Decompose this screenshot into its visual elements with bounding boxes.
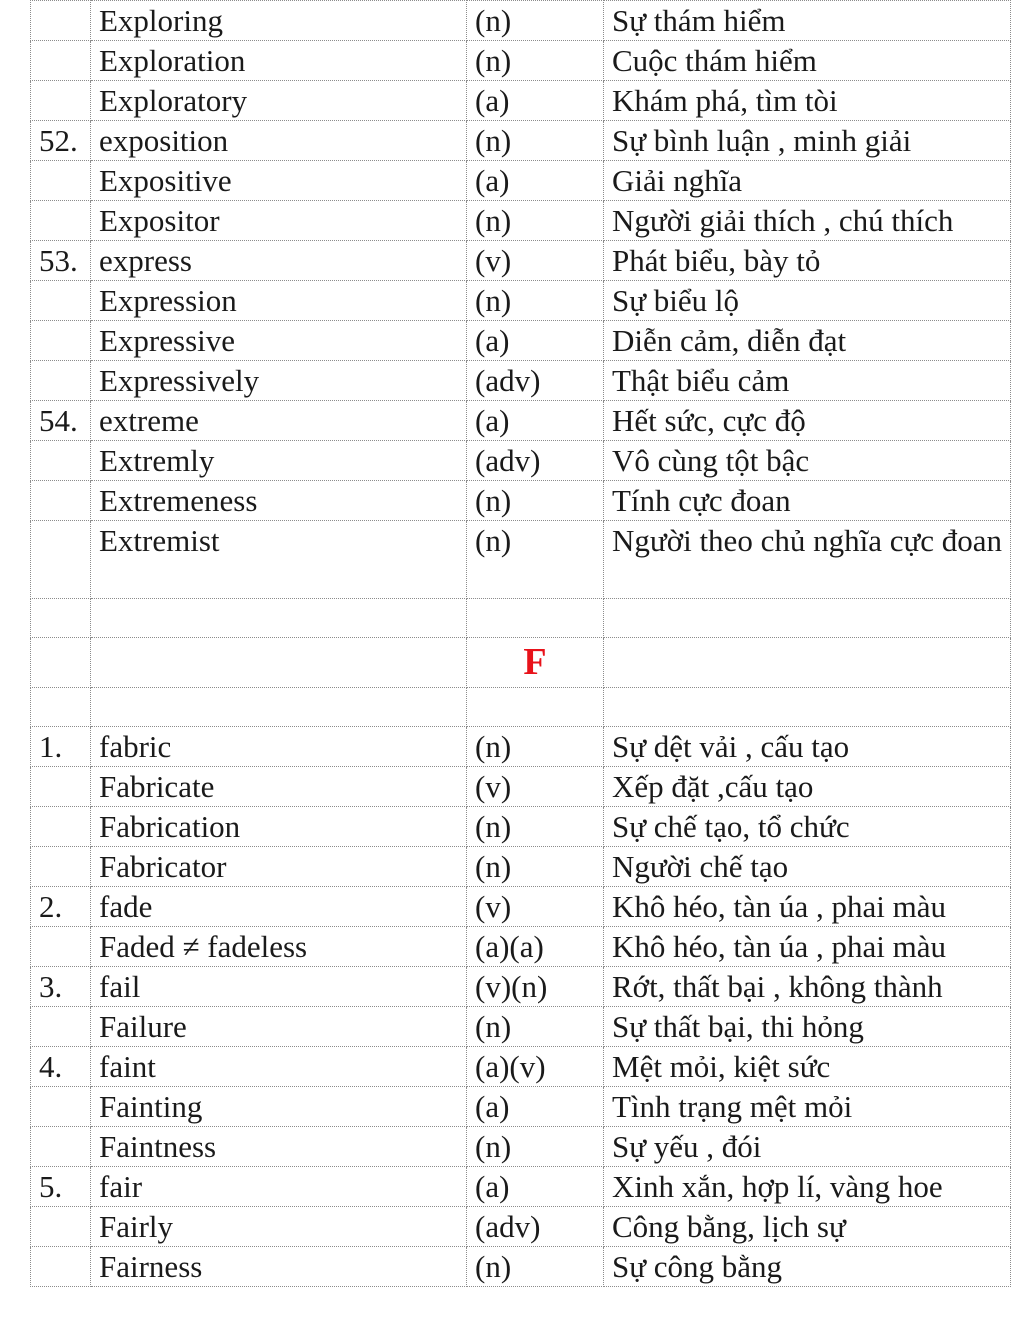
definition-cell: Khô héo, tàn úa , phai màu bbox=[604, 887, 1011, 927]
table-row bbox=[31, 767, 1011, 807]
word-cell: Expositive bbox=[91, 161, 467, 201]
definition-cell: Sự chế tạo, tổ chức bbox=[604, 807, 1011, 847]
definition-cell: Phát biểu, bày tỏ bbox=[604, 241, 1011, 281]
part-of-speech-cell: (n) bbox=[467, 121, 604, 161]
entry-number bbox=[31, 807, 91, 847]
word-cell: Faded ≠ fadeless bbox=[91, 927, 467, 967]
part-of-speech-cell: (a) bbox=[467, 1087, 604, 1127]
table-row bbox=[31, 1247, 1011, 1287]
entry-number bbox=[31, 201, 91, 241]
entry-number bbox=[31, 1247, 91, 1287]
table-row bbox=[31, 361, 1011, 401]
table-row bbox=[31, 1047, 1011, 1087]
entry-number: 54. bbox=[31, 401, 91, 441]
table-row bbox=[31, 481, 1011, 521]
f-section-rows bbox=[31, 727, 1011, 1287]
table-row bbox=[31, 1167, 1011, 1207]
part-of-speech-cell: (a)(a) bbox=[467, 927, 604, 967]
e-section-rows bbox=[31, 1, 1011, 599]
table-row bbox=[31, 441, 1011, 481]
part-of-speech-cell: (v) bbox=[467, 887, 604, 927]
word-cell: Expressive bbox=[91, 321, 467, 361]
part-of-speech-cell: (adv) bbox=[467, 1207, 604, 1247]
definition-cell: Xinh xắn, hợp lí, vàng hoe bbox=[604, 1167, 1011, 1207]
definition-cell: Sự dệt vải , cấu tạo bbox=[604, 727, 1011, 767]
vocabulary-table bbox=[30, 0, 1011, 1287]
table-row bbox=[31, 1087, 1011, 1127]
word-cell: Expression bbox=[91, 281, 467, 321]
definition-cell: Giải nghĩa bbox=[604, 161, 1011, 201]
part-of-speech-cell: (a)(v) bbox=[467, 1047, 604, 1087]
entry-number: 1. bbox=[31, 727, 91, 767]
word-cell: fabric bbox=[91, 727, 467, 767]
part-of-speech-cell: (n) bbox=[467, 281, 604, 321]
definition-cell: Sự yếu , đói bbox=[604, 1127, 1011, 1167]
definition-cell: Khám phá, tìm tòi bbox=[604, 81, 1011, 121]
word-cell: express bbox=[91, 241, 467, 281]
part-of-speech-cell: (a) bbox=[467, 161, 604, 201]
word-cell: faint bbox=[91, 1047, 467, 1087]
f-section-header bbox=[31, 599, 1011, 727]
table-row bbox=[31, 1127, 1011, 1167]
table-row bbox=[31, 401, 1011, 441]
definition-cell: Người theo chủ nghĩa cực đoan bbox=[604, 521, 1011, 599]
definition-cell: Sự bình luận , minh giải bbox=[604, 121, 1011, 161]
word-cell: Fainting bbox=[91, 1087, 467, 1127]
word-cell: Fairly bbox=[91, 1207, 467, 1247]
definition-cell: Người chế tạo bbox=[604, 847, 1011, 887]
word-cell: Fabricator bbox=[91, 847, 467, 887]
table-row bbox=[31, 281, 1011, 321]
word-cell: Expressively bbox=[91, 361, 467, 401]
word-cell: fair bbox=[91, 1167, 467, 1207]
word-cell: fade bbox=[91, 887, 467, 927]
entry-number bbox=[31, 1127, 91, 1167]
table-row bbox=[31, 521, 1011, 599]
entry-number: 2. bbox=[31, 887, 91, 927]
definition-cell: Người giải thích , chú thích bbox=[604, 201, 1011, 241]
table-row bbox=[31, 1007, 1011, 1047]
blank-row bbox=[31, 688, 1011, 727]
entry-number bbox=[31, 361, 91, 401]
entry-number bbox=[31, 1087, 91, 1127]
table-row bbox=[31, 41, 1011, 81]
definition-cell: Khô héo, tàn úa , phai màu bbox=[604, 927, 1011, 967]
entry-number bbox=[31, 481, 91, 521]
table-row bbox=[31, 727, 1011, 767]
definition-cell: Diễn cảm, diễn đạt bbox=[604, 321, 1011, 361]
entry-number bbox=[31, 321, 91, 361]
table-row bbox=[31, 121, 1011, 161]
part-of-speech-cell: (n) bbox=[467, 1247, 604, 1287]
word-cell: Fabrication bbox=[91, 807, 467, 847]
entry-number bbox=[31, 521, 91, 599]
entry-number bbox=[31, 281, 91, 321]
blank-row bbox=[31, 599, 1011, 638]
table-row bbox=[31, 847, 1011, 887]
word-cell: fail bbox=[91, 967, 467, 1007]
entry-number bbox=[31, 81, 91, 121]
section-row bbox=[31, 638, 1011, 688]
entry-number bbox=[31, 41, 91, 81]
part-of-speech-cell: (n) bbox=[467, 847, 604, 887]
table-row bbox=[31, 887, 1011, 927]
word-cell: Extremly bbox=[91, 441, 467, 481]
part-of-speech-cell: (n) bbox=[467, 1007, 604, 1047]
entry-number bbox=[31, 441, 91, 481]
definition-cell: Cuộc thám hiểm bbox=[604, 41, 1011, 81]
part-of-speech-cell: (v) bbox=[467, 767, 604, 807]
word-cell: Exploration bbox=[91, 41, 467, 81]
definition-cell: Sự thám hiểm bbox=[604, 1, 1011, 41]
entry-number: 3. bbox=[31, 967, 91, 1007]
definition-cell: Tình trạng mệt mỏi bbox=[604, 1087, 1011, 1127]
table-row bbox=[31, 81, 1011, 121]
definition-cell: Sự biểu lộ bbox=[604, 281, 1011, 321]
entry-number bbox=[31, 161, 91, 201]
word-cell: Fabricate bbox=[91, 767, 467, 807]
table-row bbox=[31, 201, 1011, 241]
table-row bbox=[31, 927, 1011, 967]
part-of-speech-cell: (n) bbox=[467, 481, 604, 521]
definition-cell: Xếp đặt ,cấu tạo bbox=[604, 767, 1011, 807]
word-cell: Exploratory bbox=[91, 81, 467, 121]
part-of-speech-cell: (a) bbox=[467, 401, 604, 441]
table-row bbox=[31, 241, 1011, 281]
part-of-speech-cell: (v) bbox=[467, 241, 604, 281]
part-of-speech-cell: (a) bbox=[467, 1167, 604, 1207]
part-of-speech-cell: (n) bbox=[467, 727, 604, 767]
entry-number bbox=[31, 1207, 91, 1247]
word-cell: Failure bbox=[91, 1007, 467, 1047]
part-of-speech-cell: (n) bbox=[467, 1127, 604, 1167]
definition-cell: Rớt, thất bại , không thành bbox=[604, 967, 1011, 1007]
table-row bbox=[31, 1, 1011, 41]
part-of-speech-cell: (n) bbox=[467, 807, 604, 847]
part-of-speech-cell: (n) bbox=[467, 201, 604, 241]
word-cell: exposition bbox=[91, 121, 467, 161]
definition-cell: Vô cùng tột bậc bbox=[604, 441, 1011, 481]
definition-cell: Mệt mỏi, kiệt sức bbox=[604, 1047, 1011, 1087]
definition-cell: Tính cực đoan bbox=[604, 481, 1011, 521]
table-row bbox=[31, 967, 1011, 1007]
entry-number: 4. bbox=[31, 1047, 91, 1087]
part-of-speech-cell: (adv) bbox=[467, 361, 604, 401]
section-letter: F bbox=[467, 638, 604, 688]
entry-number bbox=[31, 847, 91, 887]
part-of-speech-cell: (v)(n) bbox=[467, 967, 604, 1007]
entry-number bbox=[31, 767, 91, 807]
table-row bbox=[31, 1207, 1011, 1247]
definition-cell: Công bằng, lịch sự bbox=[604, 1207, 1011, 1247]
entry-number bbox=[31, 1007, 91, 1047]
table-row bbox=[31, 807, 1011, 847]
part-of-speech-cell: (a) bbox=[467, 321, 604, 361]
entry-number bbox=[31, 1, 91, 41]
part-of-speech-cell: (n) bbox=[467, 521, 604, 599]
word-cell: Faintness bbox=[91, 1127, 467, 1167]
part-of-speech-cell: (n) bbox=[467, 1, 604, 41]
definition-cell: Thật biểu cảm bbox=[604, 361, 1011, 401]
table-row bbox=[31, 321, 1011, 361]
definition-cell: Sự thất bại, thi hỏng bbox=[604, 1007, 1011, 1047]
table-row bbox=[31, 161, 1011, 201]
definition-cell: Hết sức, cực độ bbox=[604, 401, 1011, 441]
word-cell: Extremeness bbox=[91, 481, 467, 521]
definition-cell: Sự công bằng bbox=[604, 1247, 1011, 1287]
word-cell: Extremist bbox=[91, 521, 467, 599]
part-of-speech-cell: (a) bbox=[467, 81, 604, 121]
word-cell: Expositor bbox=[91, 201, 467, 241]
word-cell: Exploring bbox=[91, 1, 467, 41]
word-cell: Fairness bbox=[91, 1247, 467, 1287]
entry-number: 5. bbox=[31, 1167, 91, 1207]
entry-number: 53. bbox=[31, 241, 91, 281]
part-of-speech-cell: (adv) bbox=[467, 441, 604, 481]
entry-number: 52. bbox=[31, 121, 91, 161]
word-cell: extreme bbox=[91, 401, 467, 441]
part-of-speech-cell: (n) bbox=[467, 41, 604, 81]
entry-number bbox=[31, 927, 91, 967]
